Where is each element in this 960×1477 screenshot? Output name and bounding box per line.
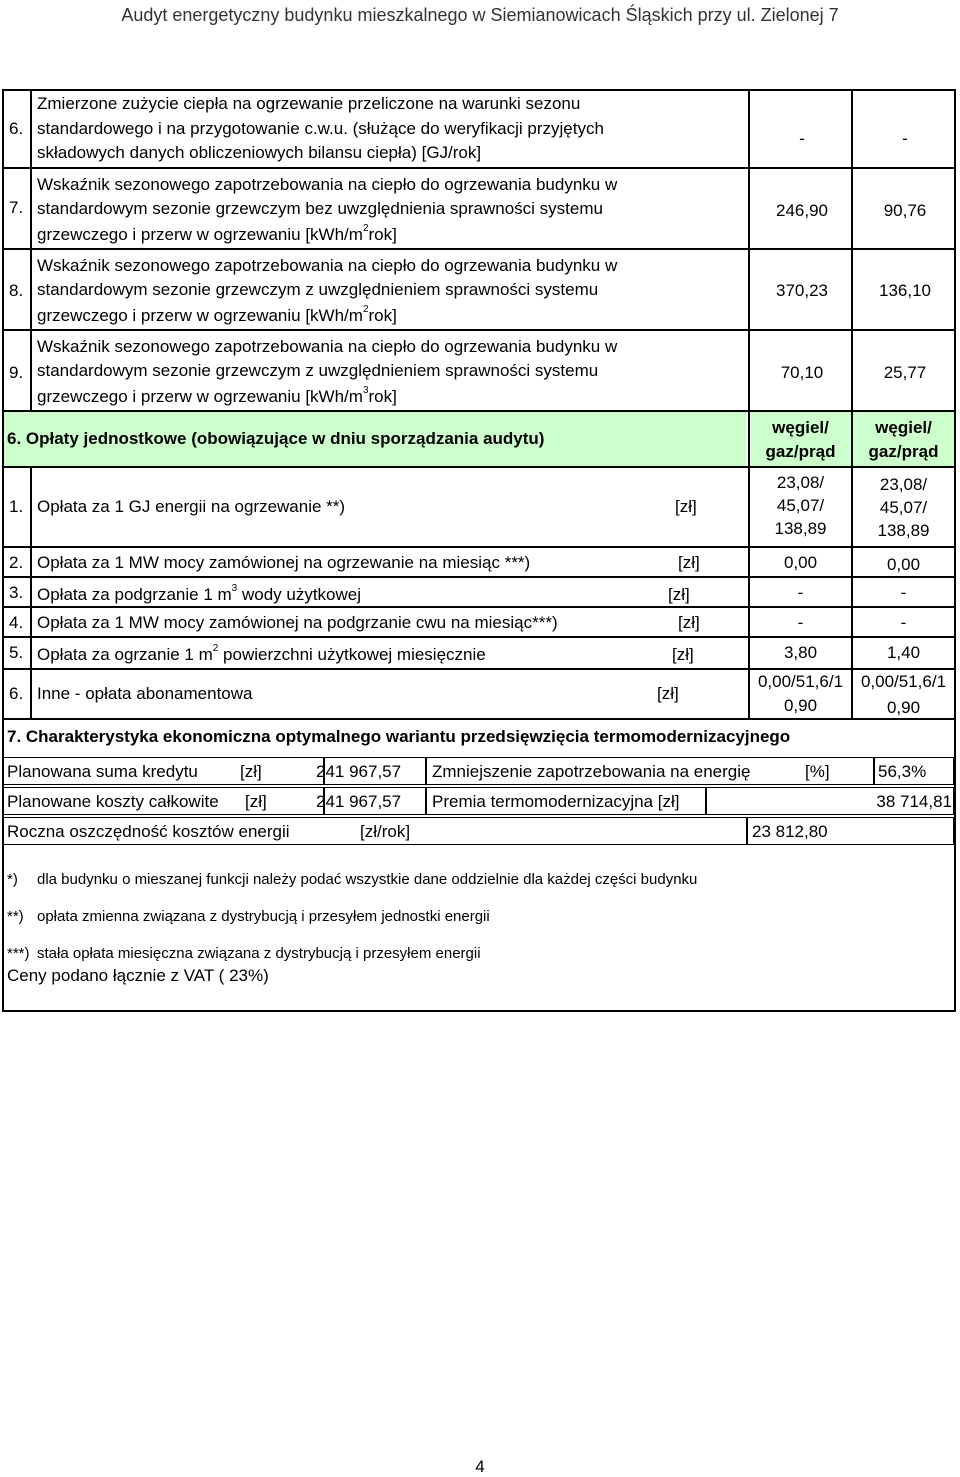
row-num: 2.	[9, 553, 24, 572]
row-text	[37, 306, 397, 326]
value-cell: 370,23	[776, 281, 828, 300]
note-text: stała opłata miesięczna związana z dystrybucją i przesyłem energii	[37, 945, 481, 962]
unit-label: [zł/rok]	[360, 822, 411, 841]
unit-label: [zł]	[678, 613, 700, 632]
fee-label-tail: powierzchni użytkowej miesięcznie	[218, 645, 486, 664]
row-text-tail: rok]	[368, 387, 397, 406]
row-text: Wskaźnik sezonowego zapotrzebowania na ciepło do ogrzewania budynku w	[37, 337, 618, 356]
annual-savings-label: Roczna oszczędność kosztów energii	[7, 822, 290, 841]
row-num: 3.	[9, 583, 24, 602]
value-cell: 0,90	[886, 698, 921, 717]
row-text	[37, 387, 397, 407]
row-text: Zmierzone zużycie ciepła na ogrzewanie przeliczone na warunki sezonu	[37, 94, 581, 113]
row-num: 6.	[9, 684, 24, 703]
row-num: 4.	[9, 613, 24, 632]
fee-label-tail: wody użytkowej	[237, 585, 362, 604]
row-text: Wskaźnik sezonowego zapotrzebowania na ciepło do ogrzewania budynku w	[37, 175, 618, 194]
unit-label: [zł]	[675, 497, 697, 516]
superscript: 2	[362, 304, 369, 316]
col-line-num	[30, 89, 32, 411]
section7-title: 7. Charakterystyka ekonomiczna optymalnego wariantu przedsięwzięcia termomodernizacyjnego	[7, 727, 791, 746]
value-cell: 3,80	[783, 643, 818, 662]
row-num: 6.	[9, 119, 24, 138]
value-cell: 136,10	[879, 281, 931, 300]
s6-hline	[2, 466, 956, 468]
row-text: składowych danych obliczeniowych bilansu ciepła) [GJ/rok]	[37, 143, 482, 162]
s6-hline	[2, 606, 956, 608]
s6-hline	[2, 576, 956, 578]
note-mark: **)	[7, 908, 24, 925]
value-cell: 0,00/51,6/1	[860, 672, 947, 691]
section6-title: 6. Opłaty jednostkowe (obowiązujące w dniu sporządzania audytu)	[7, 429, 545, 448]
value-cell: 0,90	[783, 696, 818, 715]
value-cell: -	[797, 613, 804, 632]
unit-label: [zł]	[678, 553, 700, 572]
row-num: 9.	[9, 363, 24, 382]
superscript: 2	[212, 643, 219, 655]
col-line-label	[748, 89, 750, 411]
value-cell: 0,00/51,6/1	[757, 672, 844, 691]
loan-label: Planowana suma kredytu	[7, 762, 198, 781]
frame-right	[954, 89, 956, 1012]
value-cell: 0,00	[886, 555, 921, 574]
fee-label: Opłata za 1 MW mocy zamówionej na ogrzewanie na miesiąc ***)	[37, 553, 531, 572]
frame-top	[2, 89, 956, 91]
superscript: 2	[362, 223, 369, 235]
s6-hline	[2, 718, 956, 720]
row-line-3	[2, 329, 956, 331]
row-text: standardowym sezonie grzewczym z uwzględnieniem sprawności systemu	[37, 280, 599, 299]
unit-label: [zł]	[245, 792, 267, 811]
row-text-main: grzewczego i przerw w ogrzewaniu [kWh/m	[37, 225, 363, 244]
s6-hline	[2, 636, 956, 638]
unit-label: [zł]	[657, 684, 679, 703]
value-cell: 1,40	[886, 643, 921, 662]
note-text: opłata zmienna związana z dystrybucją i przesyłem jednostki energii	[37, 908, 490, 925]
value-cell: 138,89	[774, 519, 827, 538]
value-cell: -	[900, 583, 907, 602]
value-cell: 0,00	[783, 553, 818, 572]
unit-label: [zł]	[668, 585, 690, 604]
annual-savings-value: 23 812,80	[752, 822, 828, 841]
fee-label	[37, 585, 361, 605]
value-cell: -	[797, 583, 804, 602]
note-text: dla budynku o mieszanej funkcji należy podać wszystkie dane oddzielnie dla każdej części budynku	[37, 871, 698, 888]
fee-label: Opłata za 1 MW mocy zamówionej na podgrzanie cwu na miesiąc***)	[37, 613, 558, 632]
value-cell: 90,76	[883, 201, 927, 220]
row-text-main: grzewczego i przerw w ogrzewaniu [kWh/m	[37, 387, 363, 406]
value-cell: 23,08/	[776, 473, 825, 492]
value-cell: 70,10	[780, 363, 824, 382]
energy-reduction-value: 56,3%	[878, 762, 927, 781]
fee-label: Inne - opłata abonamentowa	[37, 684, 253, 703]
loan-value: 241 967,57	[316, 762, 402, 781]
value-cell: 23,08/	[879, 475, 928, 494]
row-num: 8.	[9, 281, 24, 300]
value-cell: -	[900, 613, 907, 632]
value-cell: 45,07/	[879, 498, 928, 517]
row-text-main: grzewczego i przerw w ogrzewaniu [kWh/m	[37, 306, 363, 325]
note-mark: *)	[7, 871, 18, 888]
total-cost-value: 241 967,57	[316, 792, 402, 811]
fee-label	[37, 645, 486, 665]
premium-value: 38 714,81	[876, 792, 952, 811]
value-cell: 45,07/	[776, 496, 825, 515]
superscript: 3	[231, 583, 238, 595]
value-cell: -	[799, 129, 805, 148]
fee-label-main: Opłata za podgrzanie 1 m	[37, 585, 232, 604]
total-cost-label: Planowane koszty całkowite	[7, 792, 219, 811]
value-cell: -	[902, 129, 908, 148]
row-num: 5.	[9, 643, 24, 662]
row-line-2	[2, 248, 956, 250]
column-header: gaz/prąd	[868, 442, 939, 461]
row-text: standardowym sezonie grzewczym bez uwzględnienia sprawności systemu	[37, 199, 603, 218]
unit-label: [zł]	[240, 762, 262, 781]
fee-label-main: Opłata za ogrzanie 1 m	[37, 645, 213, 664]
unit-label: [%]	[805, 762, 830, 781]
fee-label: Opłata za 1 GJ energii na ogrzewanie **)	[37, 497, 346, 516]
value-cell: 138,89	[877, 521, 930, 540]
page-number: 4	[475, 1457, 485, 1476]
column-header: węgiel/	[875, 418, 932, 437]
row-text: standardowego i na przygotowanie c.w.u. (służące do weryfikacji przyjętych	[37, 119, 604, 138]
superscript: 3	[362, 385, 369, 397]
column-header: gaz/prąd	[765, 442, 836, 461]
s6-hline	[2, 546, 956, 548]
row-num: 7.	[9, 198, 24, 217]
column-header: węgiel/	[772, 418, 829, 437]
energy-reduction-label: Zmniejszenie zapotrzebowania na energię	[432, 762, 751, 781]
row-text: standardowym sezonie grzewczym z uwzględnieniem sprawności systemu	[37, 361, 599, 380]
page-header: Audyt energetyczny budynku mieszkalnego w Siemianowicach Śląskich przy ul. Zielonej 7	[121, 5, 839, 25]
value-cell: 25,77	[883, 363, 927, 382]
unit-label: [zł]	[672, 645, 694, 664]
s6-hline	[2, 668, 956, 670]
note-mark: ***)	[7, 945, 30, 962]
row-text-tail: rok]	[368, 225, 397, 244]
row-text	[37, 225, 397, 245]
frame-bottom	[2, 1010, 956, 1012]
vat-note: Ceny podano łącznie z VAT ( 23%)	[7, 966, 269, 985]
s6-num-vline	[30, 466, 32, 720]
premium-label: Premia termomodernizacyjna [zł]	[432, 792, 680, 811]
row-text-tail: rok]	[368, 306, 397, 325]
row-num: 1.	[9, 497, 24, 516]
value-cell: 246,90	[776, 201, 828, 220]
row-line-1	[2, 167, 956, 169]
row-text: Wskaźnik sezonowego zapotrzebowania na ciepło do ogrzewania budynku w	[37, 256, 618, 275]
frame-left	[2, 89, 4, 1012]
